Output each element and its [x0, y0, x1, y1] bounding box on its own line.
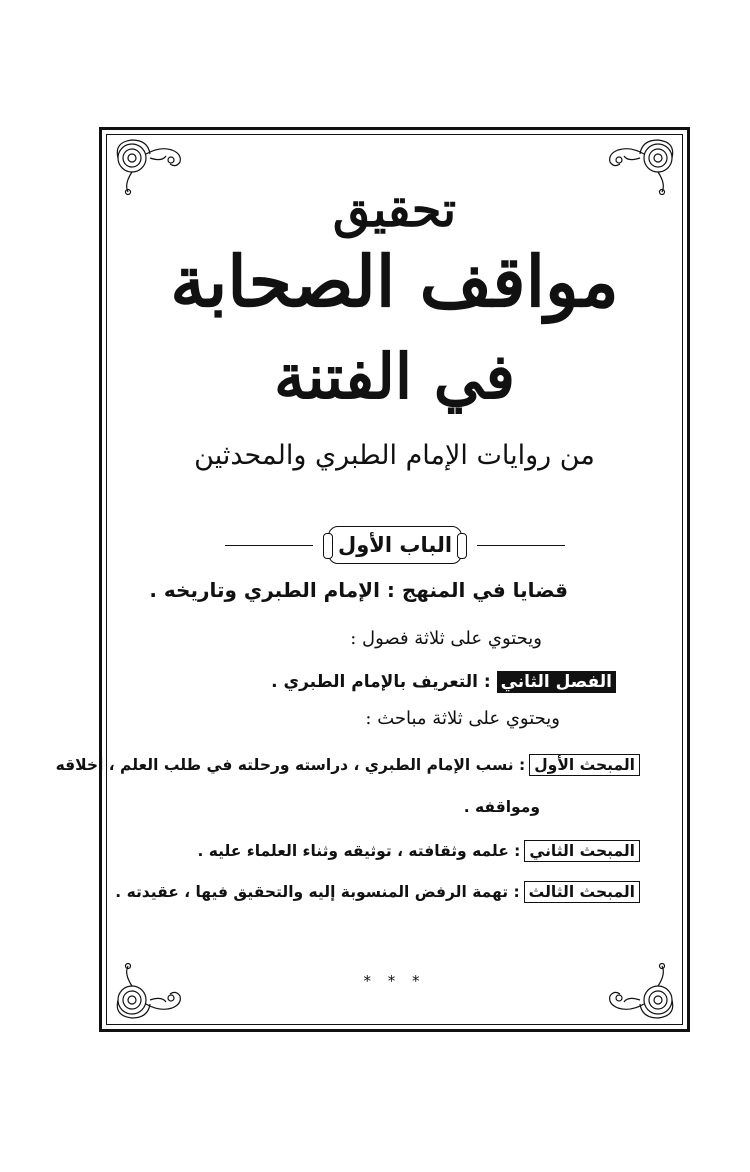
topic-item [115, 883, 640, 901]
title-line-4: من روايات الإمام الطبري والمحدثين [194, 440, 595, 471]
title-line-1: تحقيق [332, 182, 457, 238]
title-line-3: في الفتنة [273, 340, 516, 413]
contains-chapters-text: ويحتوي على ثلاثة فصول : [350, 628, 542, 649]
divider [477, 545, 565, 546]
corner-ornament-icon [110, 962, 196, 1022]
topic-text: : نسب الإمام الطبري ، دراسته ورحلته في طلب العلم ، أخلاقه [55, 756, 526, 774]
topic-item [197, 842, 640, 860]
topic-label: المبحث الثالث [524, 881, 640, 903]
title-line-2: مواقف الصحابة [170, 240, 619, 323]
section-text: : التعريف بالإمام الطبري . [271, 672, 491, 692]
topic-continuation: ومواقفه . [463, 798, 540, 816]
chapter-label: الباب الأول [328, 526, 462, 564]
topic-item [56, 756, 640, 774]
topic-label: المبحث الثاني [524, 840, 640, 862]
separator-stars: * * * [363, 972, 426, 990]
section-label: الفصل الثاني [497, 671, 616, 693]
topic-label: المبحث الأول [529, 754, 640, 776]
corner-ornament-icon [594, 962, 680, 1022]
divider [225, 545, 313, 546]
part-subtitle: قضايا في المنهج : الإمام الطبري وتاريخه . [149, 578, 568, 602]
topic-text: : علمه وثقافته ، توثيقه وثناء العلماء عليه . [197, 842, 521, 860]
contains-topics-text: ويحتوي على ثلاثة مباحث : [365, 708, 560, 729]
section-line [271, 672, 616, 692]
chapter-heading [225, 526, 565, 566]
topic-text: : تهمة الرفض المنسوبة إليه والتحقيق فيها ، عقيدته . [115, 883, 520, 901]
